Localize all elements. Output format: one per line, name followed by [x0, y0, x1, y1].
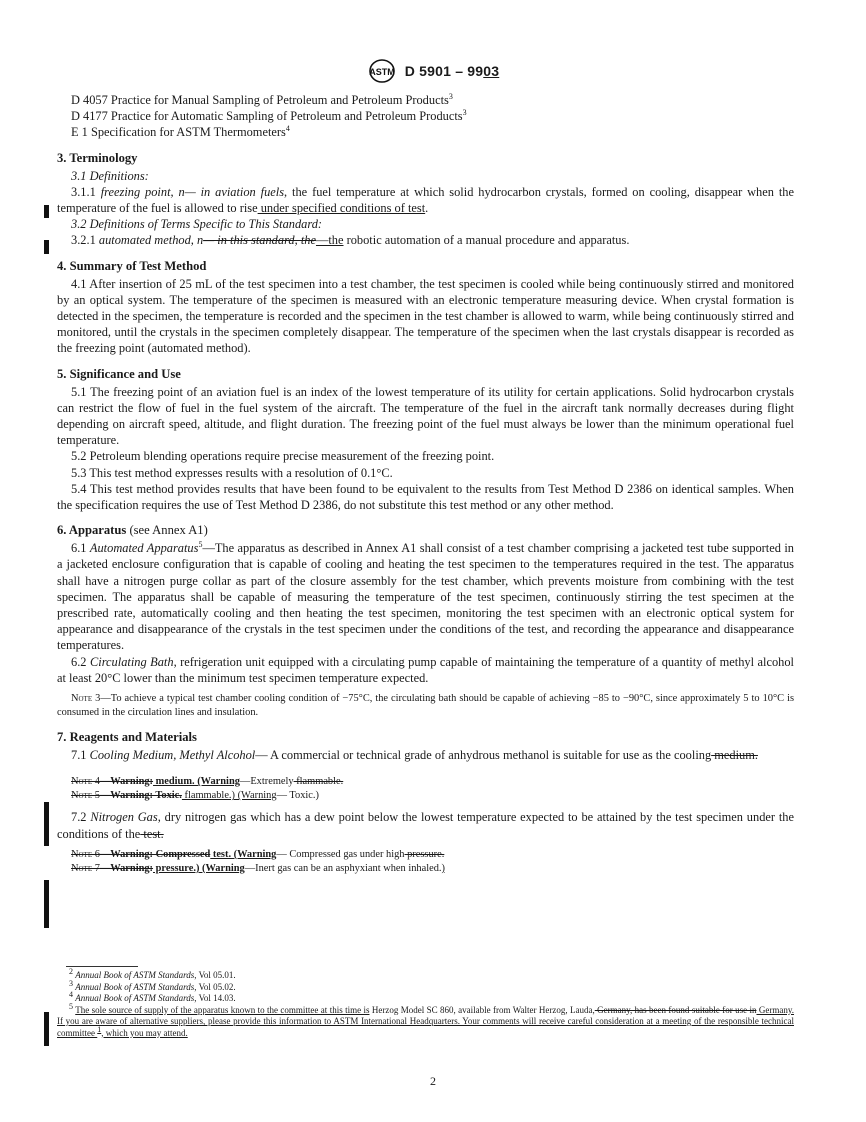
paragraph: 3.2 Definitions of Terms Specific to This Standard: [71, 217, 323, 232]
paragraph: 5.2 Petroleum blending operations require precise measurement of the freezing point. [71, 449, 495, 464]
section-heading: 3. Terminology [57, 150, 138, 165]
paragraph: 5.3 This test method expresses results with a resolution of 0.1°C. [71, 465, 393, 480]
footnote: $^2$ Annual Book of ASTM Standards, Vol 05.01. [69, 967, 236, 980]
paragraph: 5.4 This test method provides results that have been found to be equivalent to the results from Test Method D 2386 on identical samples. When the specification requires the use of Test Method D 2386, do not substitute this test method or any other method. [57, 481, 794, 513]
note: Note 7—Warning: pressure.) (Warning—Inert gas can be an asphyxiant when inhaled.) [71, 862, 445, 874]
footnote: $^4$ Annual Book of ASTM Standards, Vol 14.03. [69, 990, 236, 1003]
section-heading: 6. Apparatus (see Annex A1) [57, 523, 208, 538]
reference-item: E 1 Specification for ASTM Thermometers$^4$ [71, 124, 290, 140]
section-heading: 7. Reagents and Materials [57, 730, 197, 745]
footnotes [57, 967, 795, 1039]
paragraph: 5.1 The freezing point of an aviation fuel is an index of the lowest temperature of its utility for certain applications. Solid hydrocarbon crystals can restrict the flow of fuel in the fuel system of the aircraft. The temperature of the fuel in the aircraft tank normally decreases during flight depending on aircraft speed, altitude, and flight duration. The freezing point of the fuel must always be lower than the minimum operational fuel temperature. [57, 384, 794, 448]
change-bar [44, 240, 49, 254]
footnote: $^3$ Annual Book of ASTM Standards, Vol 05.02. [69, 978, 236, 992]
paragraph: 3.2.1 automated method, n— in this standard, the—the robotic automation of a manual procedure and apparatus. [71, 233, 630, 248]
change-bar [44, 205, 49, 218]
svg-text:ASTM: ASTM [369, 67, 395, 77]
paragraph: 6.1 Automated Apparatus$^5$—The apparatus as described in Annex A1 shall consist of a test chamber comprising a jacketed test tube supported in a jacketed enclosure configuration that is capable of cooling and heating the test specimen to the temperatures required in the test. The apparatus shall have a nitrogen purge collar as part of the closure assembly for the test chamber, which prevents moisture from combining with the test specimen. The apparatus shall be capable of measuring the temperature of the test specimen, continuously stirring the test specimen at the prescribed rate, automatically cooling and then heating the test specimen, monitoring the test specimen with an electronic optical system for appearance and disappearance of the crystals in the test specimen under the conditions of the test, and recording the appearance and disappearance temperatures. [57, 540, 794, 653]
footnote-divider [66, 966, 138, 967]
section-heading: 4. Summary of Test Method [57, 258, 207, 273]
reference-item: D 4057 Practice for Manual Sampling of Petroleum and Petroleum Products$^3$ [71, 91, 453, 107]
section-heading: 5. Significance and Use [57, 366, 181, 381]
astm-logo-icon [367, 58, 397, 84]
paragraph: 7.2 Nitrogen Gas, dry nitrogen gas which has a dew point below the lowest temperature expected to be attained by the test specimen under the conditions of the test. [57, 810, 794, 841]
document-body [57, 92, 794, 876]
change-bar [44, 1012, 49, 1046]
note: Note 6—Warning: Compressed test. (Warning— Compressed gas under high pressure. [71, 848, 445, 860]
note: Note 3—To achieve a typical test chamber cooling condition of −75°C, the circulating bath should be capable of achieving −85 to −90°C, since approximately 5 to 10°C is consumed in the circulation lines and insulation. [57, 693, 794, 719]
note: Note 5—Warning: Toxic. flammable.) (Warning— Toxic.) [71, 790, 319, 802]
change-bar [44, 880, 49, 928]
paragraph: 7.1 Cooling Medium, Methyl Alcohol— A commercial or technical grade of anhydrous methanol is suitable for use as the cooling medium. [71, 748, 758, 763]
paragraph: 3.1.1 freezing point, n— in aviation fuels, the fuel temperature at which solid hydrocarbon crystals, formed on cooling, disappear when the temperature of the fuel is allowed to rise under specified conditions of test. [57, 184, 794, 216]
paragraph: 4.1 After insertion of 25 mL of the test specimen into a test chamber, the test specimen is cooled while being continuously stirred and monitored by an optical system. The temperature of the specimen is measured with an electronic temperature measuring device. When crystal formation is detected in the specimen, the temperature is recorded and the specimen in the test chamber is allowed to warm, while being continuously stirred and monitored, until the crystals in the specimen completely disappear. The temperature of the specimen when the last crystals disappear is recorded as the freezing point (automated method). [57, 276, 794, 356]
page-number: 2 [430, 1074, 436, 1088]
footnote: $^5$ The sole source of supply of the apparatus known to the committee at this time is Herzog Model SC 860, available from Walter Herzog, Lauda, Germany, has been found suitable for use in Germany. If you are aware of alternative suppliers, please provide this information to ASTM International Headquarters. Your comments will receive careful consideration at a meeting of the responsible technical committee $^1$, which you may attend. [57, 1001, 795, 1038]
paragraph: 3.1 Definitions: [71, 168, 149, 183]
paragraph: 6.2 Circulating Bath, refrigeration unit equipped with a circulating pump capable of maintaining the temperature of a quantity of methyl alcohol at least 20°C lower than the minimum test specimen temperature expected. [57, 654, 794, 685]
page-header [0, 58, 866, 84]
note: Note 4—Warning: medium. (Warning—Extremely flammable. [71, 776, 344, 788]
reference-item: D 4177 Practice for Automatic Sampling of Petroleum and Petroleum Products$^3$ [71, 108, 467, 124]
change-bar [44, 802, 49, 846]
standard-designation: D 5901 – 9903 [404, 63, 500, 79]
